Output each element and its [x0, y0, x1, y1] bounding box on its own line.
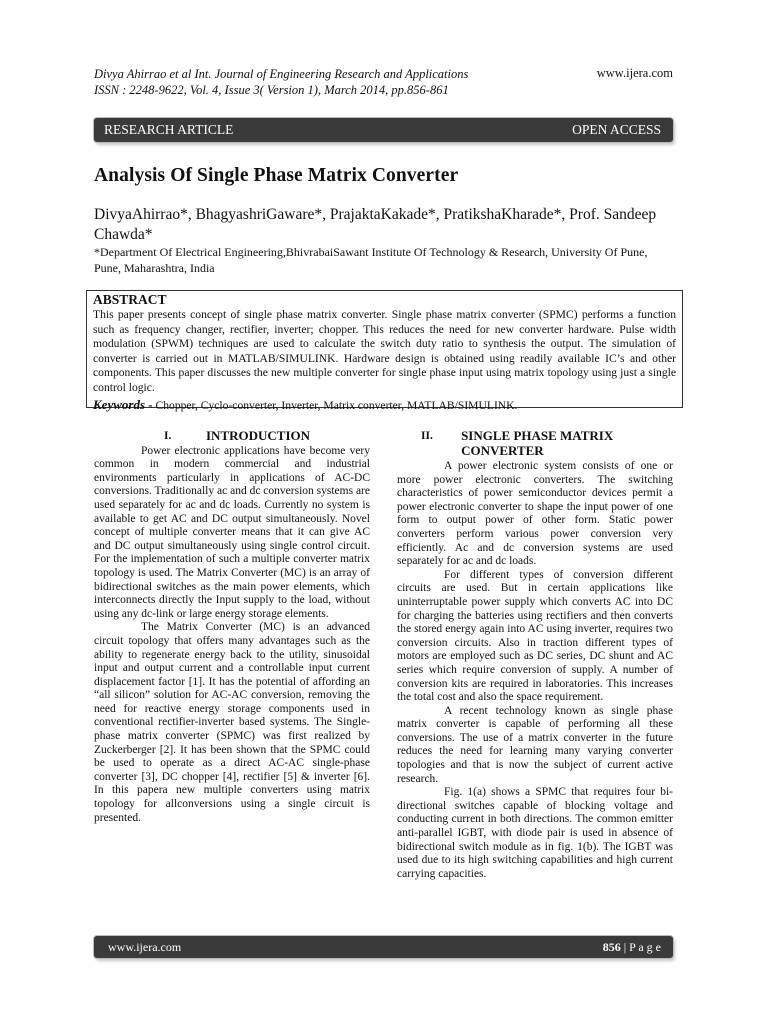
abstract-text: This paper presents concept of single phase matrix converter. Single phase matrix converter (SPMC) performs a function such as frequency changer, rectifier, inverter; chopper. This reduces the need for new converter hardware. Pulse width modulation (SPWM) techniques are used to calculate the switch duty ratio to synthesis the output. The simulation of converter is carried out in MATLAB/SIMULINK. Hardware design is obtained using readily available IC’s and other components. This paper discusses the new multiple converter for single phase input using matrix topology using just a single control logic. — [93, 308, 676, 394]
page-number — [603, 940, 661, 955]
section-heading-spmc — [397, 428, 673, 458]
page-label: | P a g e — [620, 939, 661, 954]
spmc-paragraph-1: A power electronic system consists of one or more power electronic converters. The switching characteristics of power semiconductor devices permit a power electronic converter to shape the input power of one form to output power of other form. Static power converters perform various power conversion very efficiently. Ac and dc conversion systems are used separately for ac and dc loads. — [397, 460, 673, 568]
paper-title: Analysis Of Single Phase Matrix Converter — [94, 165, 459, 186]
abstract-heading: ABSTRACT — [93, 292, 167, 307]
page-footer — [94, 936, 673, 958]
keywords-label: Keywords - — [93, 396, 153, 412]
right-column — [397, 428, 673, 881]
journal-issn: ISSN : 2248-9622, Vol. 4, Issue 3( Version 1), March 2014, pp.856-861 — [94, 83, 449, 97]
keywords-text: Chopper, Cyclo-converter, Inverter, Matrix converter, MATLAB/SIMULINK. — [152, 398, 518, 412]
section-title: SINGLE PHASE MATRIX CONVERTER — [461, 428, 614, 458]
keywords-line — [93, 397, 676, 414]
affiliation: *Department Of Electrical Engineering,BhivrabaiSawant Institute Of Technology & Research, University Of Pune, Pune, Maharashtra, India — [94, 245, 648, 275]
article-type-banner — [94, 118, 673, 142]
open-access-label: OPEN ACCESS — [572, 122, 661, 137]
spmc-paragraph-2: For different types of conversion different circuits are used. But in certain applications like uninterruptable power supply which converts AC into DC for charging the batteries using rectifiers and then converts the stored energy again into AC using inverter, requires two conversion circuits. Also in traction different types of motors are employed such as DC series, DC shunt and AC series which require conversion of supply. A number of conversion kits are required in laboratories. This increases the total cost and also the space requirement. — [397, 568, 673, 704]
section-title: INTRODUCTION — [206, 428, 311, 443]
left-column — [94, 428, 370, 825]
section-number: I. — [164, 430, 172, 442]
abstract-box — [86, 290, 683, 412]
section-number: II. — [421, 430, 433, 442]
section-heading-introduction — [94, 428, 370, 444]
header-website[interactable]: www.ijera.com — [596, 66, 673, 80]
journal-citation: Divya Ahirrao et al Int. Journal of Engineering Research and Applications — [94, 67, 469, 81]
spmc-paragraph-3: A recent technology known as single phase matrix converter is capable of performing all these conversions. The use of a matrix converter in the future reduces the need for learning many varying converter topologies and that is now the subject of current active research. — [397, 704, 673, 785]
research-article-label: RESEARCH ARTICLE — [104, 122, 234, 137]
intro-paragraph-2: The Matrix Converter (MC) is an advanced circuit topology that offers many advantages such as the ability to regenerate energy back to the utility, sinusoidal input and output current and a controllable input current displacement factor [1]. It has the potential of affording an “all silicon” solution for AC-AC conversion, removing the need for reactive energy storage components used in conventional rectifier-inverter based systems. The Single-phase matrix converter (SPMC) was first realized by Zuckerberger [2]. It has been shown that the SPMC could be used to operate as a direct AC-AC single-phase converter [3], DC chopper [4], rectifier [5] & inverter [6]. In this papera new multiple converters using matrix topology for allconversions using a single circuit is presented. — [94, 621, 370, 824]
footer-website[interactable]: www.ijera.com — [108, 939, 182, 954]
author-list: DivyaAhirrao*, BhagyashriGaware*, PrajaktaKakade*, PratikshaKharade*, Prof. Sandeep Chawda* — [94, 206, 657, 243]
page-number-value: 856 — [602, 939, 621, 954]
running-header — [94, 66, 564, 98]
spmc-paragraph-4: Fig. 1(a) shows a SPMC that requires four bi-directional switches capable of blocking voltage and conducting current in both directions. The common emitter anti-parallel IGBT, with diode pair is used in absence of bidirectional switch module as in fig. 1(b). The IGBT was used due to its high switching capabilities and high current carrying capacities. — [397, 786, 673, 880]
intro-paragraph-1: Power electronic applications have become very common in modern commercial and industrial environments particularly in applications of AC-DC conversions. Traditionally ac and dc conversion systems are used separately for ac and dc loads. Currently no system is available to get AC and DC output simultaneously. Novel concept of multiple converter means that it can give AC and DC output simultaneously using single control circuit. For the implementation of such a multiple converter matrix topology is used. The Matrix Converter (MC) is an array of bidirectional switches as the main power elements, which interconnects directly the Input supply to the load, without using any dc-link or large energy storage elements. — [94, 444, 370, 620]
